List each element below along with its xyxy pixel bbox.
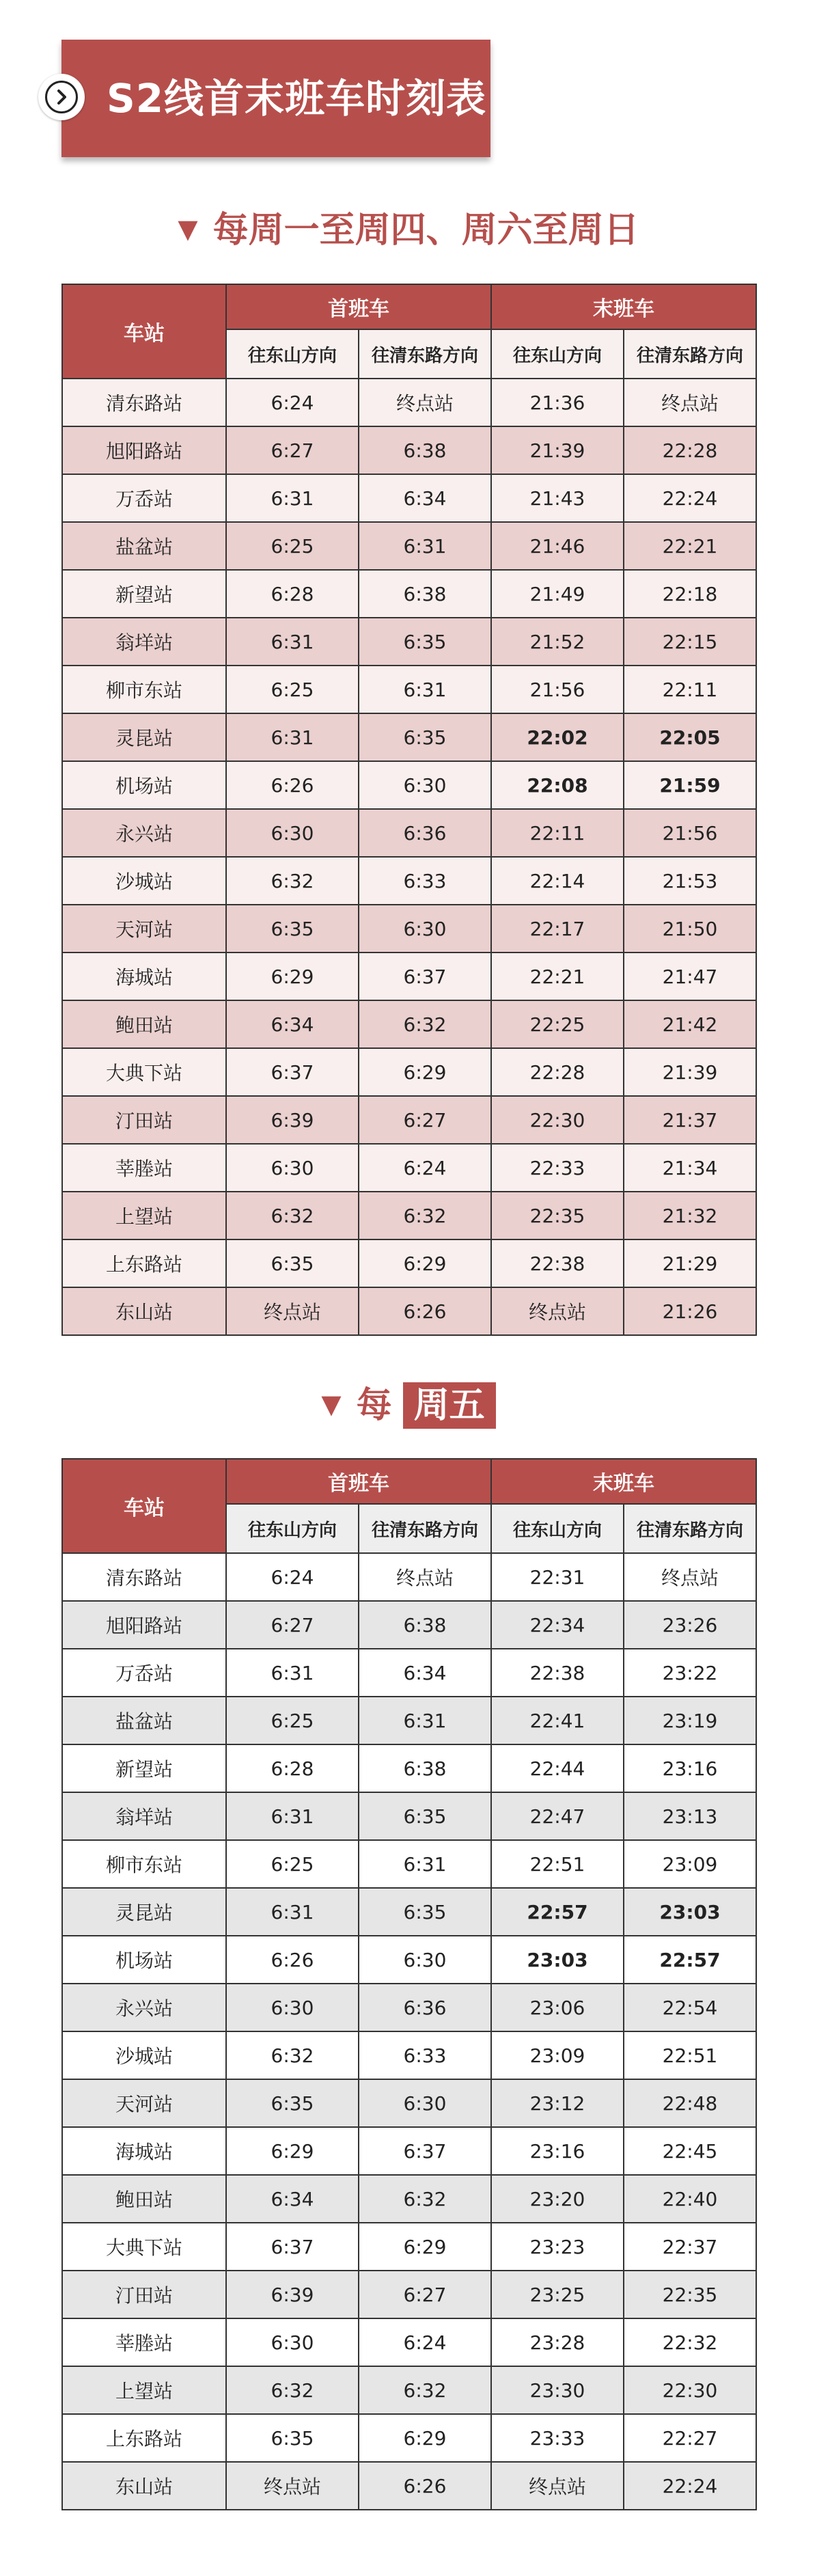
first-dir-b-cell: 6:30	[359, 761, 491, 809]
first-dir-a-cell: 6:27	[226, 1601, 359, 1649]
last-dir-b-cell: 21:42	[624, 1000, 756, 1048]
table-row	[62, 522, 756, 570]
table-row	[62, 761, 756, 809]
header-first-dir-b: 往清东路方向	[359, 329, 491, 379]
last-dir-b-cell: 22:24	[624, 474, 756, 522]
first-dir-a-cell: 6:35	[226, 2079, 359, 2127]
last-dir-a-cell: 21:39	[491, 426, 624, 474]
section-2-heading-tag: 周五	[403, 1382, 496, 1429]
station-cell: 莘塍站	[62, 1144, 226, 1192]
station-cell: 机场站	[62, 1936, 226, 1984]
last-dir-b-cell: 终点站	[624, 1553, 756, 1601]
table-row	[62, 1096, 756, 1144]
first-dir-a-cell: 6:31	[226, 1649, 359, 1697]
station-cell: 柳市东站	[62, 1840, 226, 1888]
last-dir-a-cell: 23:30	[491, 2366, 624, 2414]
page-title: S2线首末班车时刻表	[107, 75, 487, 122]
first-dir-a-cell: 6:24	[226, 1553, 359, 1601]
first-dir-b-cell: 6:37	[359, 953, 491, 1000]
first-dir-b-cell: 6:35	[359, 1792, 491, 1840]
first-dir-a-cell: 6:26	[226, 1936, 359, 1984]
first-dir-a-cell: 6:30	[226, 1984, 359, 2031]
first-dir-a-cell: 6:34	[226, 1000, 359, 1048]
last-dir-b-cell: 23:09	[624, 1840, 756, 1888]
first-dir-b-cell: 6:35	[359, 618, 491, 666]
first-dir-a-cell: 6:28	[226, 570, 359, 618]
station-cell: 鲍田站	[62, 1000, 226, 1048]
station-cell: 海城站	[62, 2127, 226, 2175]
last-dir-b-cell: 21:29	[624, 1239, 756, 1287]
last-dir-a-cell: 22:51	[491, 1840, 624, 1888]
table-row	[62, 1239, 756, 1287]
table-row	[62, 1792, 756, 1840]
table-row	[62, 2031, 756, 2079]
last-dir-b-cell: 22:35	[624, 2271, 756, 2318]
first-dir-a-cell: 6:28	[226, 1744, 359, 1792]
last-dir-a-cell: 终点站	[491, 2462, 624, 2510]
table-row	[62, 713, 756, 761]
first-dir-b-cell: 6:37	[359, 2127, 491, 2175]
table-row	[62, 666, 756, 713]
last-dir-a-cell: 23:16	[491, 2127, 624, 2175]
first-dir-b-cell: 6:32	[359, 2175, 491, 2223]
first-dir-a-cell: 6:30	[226, 809, 359, 857]
table-row	[62, 1649, 756, 1697]
last-dir-b-cell: 22:24	[624, 2462, 756, 2510]
last-dir-b-cell: 22:27	[624, 2414, 756, 2462]
last-dir-b-cell: 21:32	[624, 1192, 756, 1239]
header-first-train: 首班车	[226, 1459, 491, 1504]
first-dir-a-cell: 6:25	[226, 1697, 359, 1744]
first-dir-b-cell: 6:38	[359, 1744, 491, 1792]
last-dir-b-cell: 21:47	[624, 953, 756, 1000]
last-dir-b-cell: 23:16	[624, 1744, 756, 1792]
first-dir-a-cell: 6:35	[226, 1239, 359, 1287]
last-dir-b-cell: 23:19	[624, 1697, 756, 1744]
header-last-train: 末班车	[491, 284, 756, 329]
last-dir-b-cell: 22:21	[624, 522, 756, 570]
schedule-table-friday	[61, 1458, 757, 2510]
table-row	[62, 1888, 756, 1936]
table-row	[62, 1000, 756, 1048]
last-dir-b-cell: 22:18	[624, 570, 756, 618]
first-dir-a-cell: 6:30	[226, 1144, 359, 1192]
header-last-train: 末班车	[491, 1459, 756, 1504]
last-dir-a-cell: 22:47	[491, 1792, 624, 1840]
station-cell: 海城站	[62, 953, 226, 1000]
last-dir-a-cell: 22:02	[491, 713, 624, 761]
table-row	[62, 474, 756, 522]
last-dir-b-cell: 23:13	[624, 1792, 756, 1840]
first-dir-a-cell: 6:31	[226, 713, 359, 761]
last-dir-b-cell: 23:03	[624, 1888, 756, 1936]
first-dir-b-cell: 6:31	[359, 1840, 491, 1888]
first-dir-a-cell: 6:39	[226, 1096, 359, 1144]
last-dir-b-cell: 21:34	[624, 1144, 756, 1192]
table-row	[62, 1192, 756, 1239]
last-dir-a-cell: 23:20	[491, 2175, 624, 2223]
first-dir-b-cell: 6:24	[359, 1144, 491, 1192]
table-row	[62, 618, 756, 666]
station-cell: 万岙站	[62, 1649, 226, 1697]
station-cell: 莘塍站	[62, 2318, 226, 2366]
station-cell: 清东路站	[62, 1553, 226, 1601]
schedule-table-weekday	[61, 284, 757, 1336]
station-cell: 上东路站	[62, 2414, 226, 2462]
first-dir-b-cell: 6:35	[359, 713, 491, 761]
first-dir-a-cell: 6:29	[226, 953, 359, 1000]
header-first-dir-b: 往清东路方向	[359, 1504, 491, 1553]
last-dir-b-cell: 22:11	[624, 666, 756, 713]
first-dir-b-cell: 6:38	[359, 570, 491, 618]
first-dir-b-cell: 6:30	[359, 905, 491, 953]
last-dir-a-cell: 23:09	[491, 2031, 624, 2079]
station-cell: 天河站	[62, 905, 226, 953]
station-cell: 灵昆站	[62, 713, 226, 761]
last-dir-a-cell: 21:52	[491, 618, 624, 666]
station-cell: 新望站	[62, 1744, 226, 1792]
last-dir-a-cell: 23:23	[491, 2223, 624, 2271]
first-dir-a-cell: 6:25	[226, 666, 359, 713]
first-dir-b-cell: 6:27	[359, 2271, 491, 2318]
station-cell: 新望站	[62, 570, 226, 618]
first-dir-b-cell: 6:33	[359, 857, 491, 905]
first-dir-a-cell: 6:29	[226, 2127, 359, 2175]
first-dir-a-cell: 6:32	[226, 1192, 359, 1239]
station-cell: 大典下站	[62, 2223, 226, 2271]
station-cell: 柳市东站	[62, 666, 226, 713]
first-dir-b-cell: 6:27	[359, 1096, 491, 1144]
triangle-down-icon: ▼	[178, 214, 198, 244]
first-dir-a-cell: 6:31	[226, 618, 359, 666]
first-dir-b-cell: 6:34	[359, 474, 491, 522]
last-dir-a-cell: 22:44	[491, 1744, 624, 1792]
last-dir-a-cell: 22:38	[491, 1239, 624, 1287]
last-dir-a-cell: 22:41	[491, 1697, 624, 1744]
first-dir-b-cell: 6:26	[359, 2462, 491, 2510]
last-dir-a-cell: 22:57	[491, 1888, 624, 1936]
header-station: 车站	[62, 1459, 226, 1553]
station-cell: 盐盆站	[62, 1697, 226, 1744]
last-dir-b-cell: 22:51	[624, 2031, 756, 2079]
first-dir-a-cell: 6:26	[226, 761, 359, 809]
last-dir-a-cell: 23:25	[491, 2271, 624, 2318]
first-dir-b-cell: 6:38	[359, 426, 491, 474]
first-dir-b-cell: 6:33	[359, 2031, 491, 2079]
last-dir-a-cell: 21:56	[491, 666, 624, 713]
table-row	[62, 1697, 756, 1744]
table-row	[62, 1287, 756, 1335]
last-dir-a-cell: 23:33	[491, 2414, 624, 2462]
table-row	[62, 1984, 756, 2031]
first-dir-b-cell: 6:30	[359, 2079, 491, 2127]
header-station: 车站	[62, 284, 226, 379]
last-dir-a-cell: 21:46	[491, 522, 624, 570]
table-row	[62, 1144, 756, 1192]
station-cell: 盐盆站	[62, 522, 226, 570]
last-dir-a-cell: 22:14	[491, 857, 624, 905]
last-dir-b-cell: 22:32	[624, 2318, 756, 2366]
first-dir-a-cell: 6:27	[226, 426, 359, 474]
table-row	[62, 1553, 756, 1601]
last-dir-a-cell: 23:12	[491, 2079, 624, 2127]
last-dir-a-cell: 22:34	[491, 1601, 624, 1649]
table-row	[62, 2414, 756, 2462]
header-last-dir-b: 往清东路方向	[624, 1504, 756, 1553]
first-dir-a-cell: 6:34	[226, 2175, 359, 2223]
table-row	[62, 2318, 756, 2366]
station-cell: 机场站	[62, 761, 226, 809]
first-dir-b-cell: 6:31	[359, 1697, 491, 1744]
first-dir-b-cell: 6:24	[359, 2318, 491, 2366]
first-dir-a-cell: 6:35	[226, 2414, 359, 2462]
first-dir-b-cell: 终点站	[359, 379, 491, 426]
first-dir-b-cell: 6:31	[359, 666, 491, 713]
first-dir-a-cell: 6:37	[226, 2223, 359, 2271]
last-dir-b-cell: 23:26	[624, 1601, 756, 1649]
last-dir-b-cell: 21:37	[624, 1096, 756, 1144]
station-cell: 清东路站	[62, 379, 226, 426]
first-dir-a-cell: 6:37	[226, 1048, 359, 1096]
first-dir-b-cell: 6:36	[359, 809, 491, 857]
last-dir-b-cell: 22:37	[624, 2223, 756, 2271]
table-row	[62, 379, 756, 426]
header-last-dir-a: 往东山方向	[491, 329, 624, 379]
first-dir-a-cell: 终点站	[226, 1287, 359, 1335]
table-row	[62, 570, 756, 618]
first-dir-b-cell: 6:32	[359, 1000, 491, 1048]
last-dir-a-cell: 22:33	[491, 1144, 624, 1192]
last-dir-b-cell: 22:05	[624, 713, 756, 761]
first-dir-a-cell: 6:31	[226, 1888, 359, 1936]
station-cell: 灵昆站	[62, 1888, 226, 1936]
last-dir-a-cell: 21:43	[491, 474, 624, 522]
first-dir-b-cell: 6:36	[359, 1984, 491, 2031]
station-cell: 上望站	[62, 1192, 226, 1239]
last-dir-b-cell: 22:54	[624, 1984, 756, 2031]
last-dir-a-cell: 22:38	[491, 1649, 624, 1697]
station-cell: 上东路站	[62, 1239, 226, 1287]
station-cell: 汀田站	[62, 1096, 226, 1144]
station-cell: 翁垟站	[62, 1792, 226, 1840]
chevron-right-circle-icon	[38, 74, 85, 120]
first-dir-b-cell: 6:29	[359, 2223, 491, 2271]
first-dir-b-cell: 6:34	[359, 1649, 491, 1697]
last-dir-a-cell: 22:25	[491, 1000, 624, 1048]
table-row	[62, 426, 756, 474]
last-dir-a-cell: 22:11	[491, 809, 624, 857]
last-dir-b-cell: 22:40	[624, 2175, 756, 2223]
station-cell: 旭阳路站	[62, 426, 226, 474]
first-dir-b-cell: 6:29	[359, 1239, 491, 1287]
table-row	[62, 2462, 756, 2510]
station-cell: 沙城站	[62, 857, 226, 905]
last-dir-b-cell: 22:57	[624, 1936, 756, 1984]
station-cell: 翁垟站	[62, 618, 226, 666]
triangle-down-icon: ▼	[321, 1389, 342, 1419]
station-cell: 天河站	[62, 2079, 226, 2127]
first-dir-a-cell: 终点站	[226, 2462, 359, 2510]
table-row	[62, 1744, 756, 1792]
last-dir-a-cell: 21:49	[491, 570, 624, 618]
section-2-heading	[0, 1376, 817, 1429]
header-last-dir-a: 往东山方向	[491, 1504, 624, 1553]
first-dir-b-cell: 6:38	[359, 1601, 491, 1649]
first-dir-a-cell: 6:31	[226, 1792, 359, 1840]
first-dir-a-cell: 6:32	[226, 2366, 359, 2414]
table-row	[62, 1048, 756, 1096]
first-dir-a-cell: 6:24	[226, 379, 359, 426]
last-dir-b-cell: 21:50	[624, 905, 756, 953]
first-dir-b-cell: 终点站	[359, 1553, 491, 1601]
last-dir-b-cell: 22:15	[624, 618, 756, 666]
table-row	[62, 2223, 756, 2271]
last-dir-a-cell: 22:31	[491, 1553, 624, 1601]
first-dir-b-cell: 6:26	[359, 1287, 491, 1335]
first-dir-b-cell: 6:35	[359, 1888, 491, 1936]
table-row	[62, 2366, 756, 2414]
first-dir-b-cell: 6:31	[359, 522, 491, 570]
station-cell: 大典下站	[62, 1048, 226, 1096]
last-dir-b-cell: 22:30	[624, 2366, 756, 2414]
last-dir-a-cell: 22:30	[491, 1096, 624, 1144]
first-dir-b-cell: 6:29	[359, 2414, 491, 2462]
header-first-train: 首班车	[226, 284, 491, 329]
header-first-dir-a: 往东山方向	[226, 329, 359, 379]
first-dir-a-cell: 6:30	[226, 2318, 359, 2366]
section-1-heading	[0, 201, 817, 252]
station-cell: 万岙站	[62, 474, 226, 522]
title-banner	[61, 40, 490, 157]
last-dir-b-cell: 21:39	[624, 1048, 756, 1096]
table-row	[62, 953, 756, 1000]
first-dir-b-cell: 6:30	[359, 1936, 491, 1984]
last-dir-b-cell: 21:59	[624, 761, 756, 809]
station-cell: 汀田站	[62, 2271, 226, 2318]
last-dir-a-cell: 22:35	[491, 1192, 624, 1239]
station-cell: 东山站	[62, 2462, 226, 2510]
table-row	[62, 1936, 756, 1984]
station-cell: 永兴站	[62, 809, 226, 857]
last-dir-a-cell: 23:06	[491, 1984, 624, 2031]
last-dir-a-cell: 22:21	[491, 953, 624, 1000]
table-row	[62, 809, 756, 857]
last-dir-a-cell: 22:08	[491, 761, 624, 809]
last-dir-a-cell: 21:36	[491, 379, 624, 426]
table-row	[62, 2127, 756, 2175]
section-2-heading-prefix: 每	[356, 1385, 392, 1426]
station-cell: 旭阳路站	[62, 1601, 226, 1649]
last-dir-a-cell: 22:17	[491, 905, 624, 953]
header-first-dir-a: 往东山方向	[226, 1504, 359, 1553]
first-dir-a-cell: 6:32	[226, 2031, 359, 2079]
first-dir-b-cell: 6:32	[359, 2366, 491, 2414]
last-dir-b-cell: 22:28	[624, 426, 756, 474]
table-row	[62, 2271, 756, 2318]
last-dir-b-cell: 终点站	[624, 379, 756, 426]
first-dir-a-cell: 6:32	[226, 857, 359, 905]
first-dir-a-cell: 6:39	[226, 2271, 359, 2318]
last-dir-b-cell: 21:53	[624, 857, 756, 905]
table-row	[62, 857, 756, 905]
last-dir-b-cell: 23:22	[624, 1649, 756, 1697]
last-dir-a-cell: 终点站	[491, 1287, 624, 1335]
first-dir-b-cell: 6:32	[359, 1192, 491, 1239]
table-row	[62, 1840, 756, 1888]
first-dir-a-cell: 6:31	[226, 474, 359, 522]
station-cell: 沙城站	[62, 2031, 226, 2079]
table-row	[62, 905, 756, 953]
first-dir-a-cell: 6:25	[226, 1840, 359, 1888]
header-last-dir-b: 往清东路方向	[624, 329, 756, 379]
table-row	[62, 1601, 756, 1649]
station-cell: 东山站	[62, 1287, 226, 1335]
last-dir-b-cell: 21:56	[624, 809, 756, 857]
table-row	[62, 2079, 756, 2127]
last-dir-b-cell: 22:48	[624, 2079, 756, 2127]
table-row	[62, 2175, 756, 2223]
last-dir-b-cell: 21:26	[624, 1287, 756, 1335]
station-cell: 上望站	[62, 2366, 226, 2414]
station-cell: 永兴站	[62, 1984, 226, 2031]
first-dir-a-cell: 6:25	[226, 522, 359, 570]
section-1-heading-text: 每周一至周四、周六至周日	[212, 210, 639, 251]
first-dir-b-cell: 6:29	[359, 1048, 491, 1096]
station-cell: 鲍田站	[62, 2175, 226, 2223]
last-dir-a-cell: 23:28	[491, 2318, 624, 2366]
last-dir-b-cell: 22:45	[624, 2127, 756, 2175]
last-dir-a-cell: 23:03	[491, 1936, 624, 1984]
first-dir-a-cell: 6:35	[226, 905, 359, 953]
last-dir-a-cell: 22:28	[491, 1048, 624, 1096]
